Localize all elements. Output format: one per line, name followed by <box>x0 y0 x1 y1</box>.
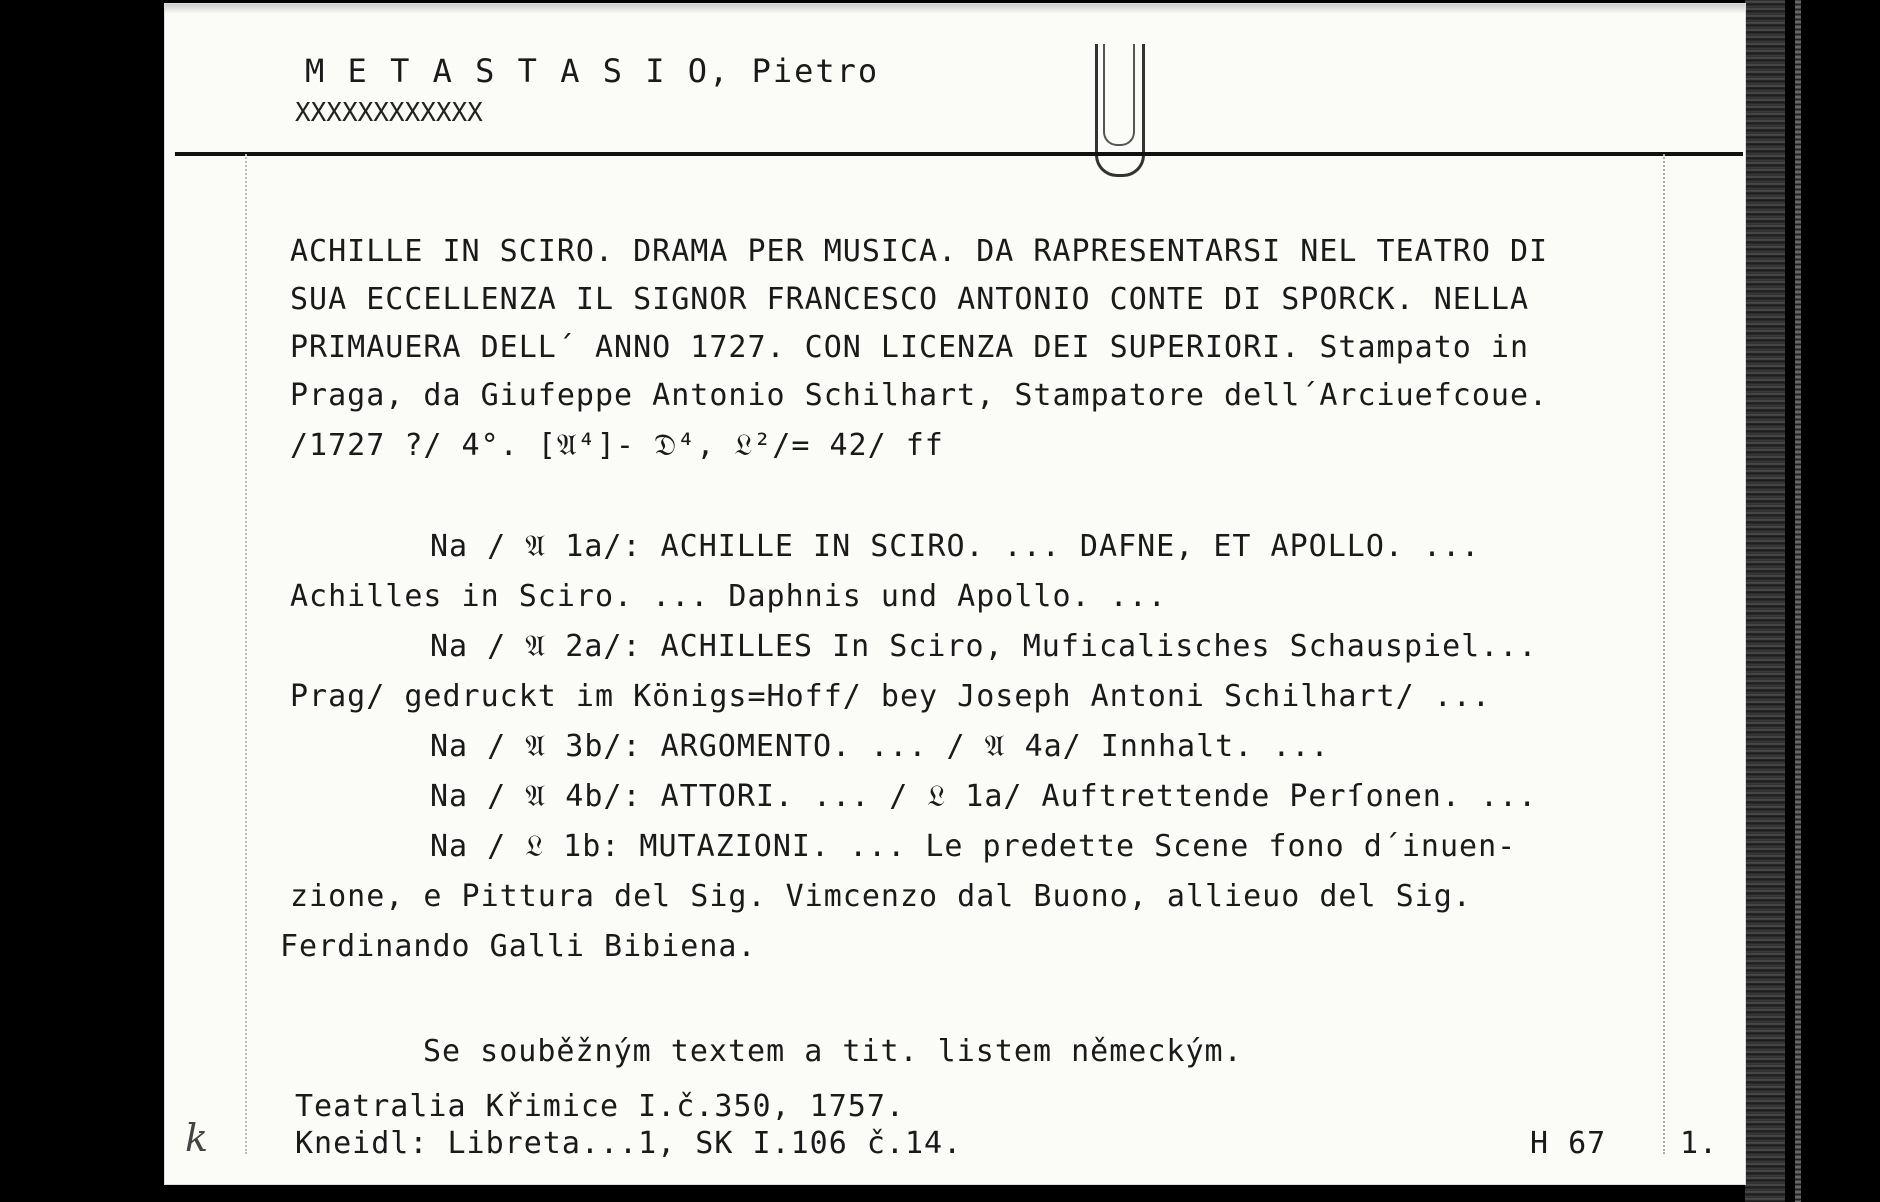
collation-line: /1727 ?/ 4°. [𝔄⁴]- 𝔇⁴, 𝔏²/= 42/ ff <box>290 428 944 463</box>
note-line-7: Na / 𝔏 1b: MUTAZIONI. ... Le predette Scene fono d´inuen- <box>430 829 1517 864</box>
card-top-edge <box>165 4 1745 14</box>
note-line-3: Na / 𝔄 2a/: ACHILLES In Sciro, Muficalisches Schauspiel... <box>430 629 1538 664</box>
note-line-1: Na / 𝔄 1a/: ACHILLE IN SCIRO. ... DAFNE, ET APOLLO. ... <box>430 529 1481 564</box>
paper-clip-inner <box>1103 44 1135 146</box>
title-line-3: PRIMAUERA DELL´ ANNO 1727. CON LICENZA DEI SUPERIORI. Stampato in <box>290 330 1529 365</box>
note-line-6: Na / 𝔄 4b/: ATTORI. ... / 𝔏 1a/ Auftrettende Perſonen. ... <box>430 779 1538 814</box>
source-line-1: Teatralia Křimice I.č.350, 1757. <box>295 1089 905 1124</box>
scanner-edge-strip-thin <box>1795 0 1801 1202</box>
note-line-5: Na / 𝔄 3b/: ARGOMENTO. ... / 𝔄 4a/ Innhalt. ... <box>430 729 1330 764</box>
parallel-text-note: Se souběžným textem a tit. listem německým. <box>423 1034 1243 1069</box>
title-line-2: SUA ECCELLENZA IL SIGNOR FRANCESCO ANTONIO CONTE DI SPORCK. NELLA <box>290 282 1529 317</box>
catalog-card <box>165 4 1745 1184</box>
note-line-4: Prag/ gedruckt im Königs=Hoff/ bey Joseph Antoni Schilhart/ ... <box>290 679 1491 714</box>
source-line-2: Kneidl: Libreta...1, SK I.106 č.14. <box>295 1126 963 1161</box>
note-line-9: Ferdinando Galli Bibiena. <box>280 929 757 964</box>
shelf-mark: H 67 <box>1530 1126 1607 1161</box>
header-rule <box>175 152 1743 156</box>
right-margin-line <box>1663 154 1665 1154</box>
scanner-edge-strip <box>1745 0 1785 1202</box>
title-line-1: ACHILLE IN SCIRO. DRAMA PER MUSICA. DA RAPRESENTARSI NEL TEATRO DI <box>290 234 1549 269</box>
note-line-2: Achilles in Sciro. ... Daphnis und Apollo. ... <box>290 579 1167 614</box>
margin-handwritten-mark: k <box>185 1116 209 1160</box>
card-number: 1. <box>1680 1126 1719 1161</box>
struck-out-line: XXXXXXXXXXXX <box>295 98 483 128</box>
note-line-8: zione, e Pittura del Sig. Vimcenzo dal Buono, allieuo del Sig. <box>290 879 1472 914</box>
author-heading: M E T A S T A S I O, Pietro <box>305 52 880 90</box>
left-margin-line <box>245 154 247 1154</box>
title-line-4: Praga, da Giufeppe Antonio Schilhart, Stampatore dell´Arciuefcoue. <box>290 378 1549 413</box>
